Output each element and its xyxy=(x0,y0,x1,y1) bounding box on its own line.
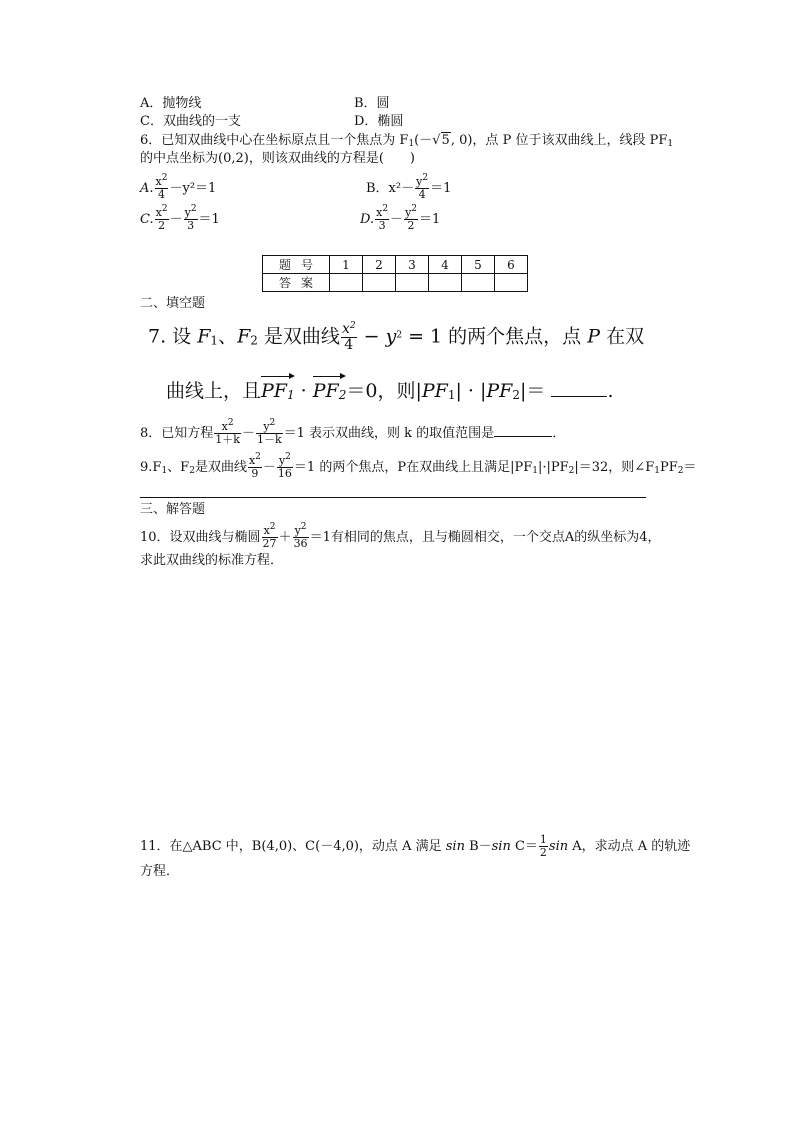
answer-cell[interactable] xyxy=(462,274,495,292)
q5-option-c: C．双曲线的一支 xyxy=(140,114,241,129)
answer-table-number-row xyxy=(263,256,528,274)
answer-cell[interactable] xyxy=(495,274,528,292)
answer-table-number: 1 xyxy=(330,256,363,274)
q6-option-a: A. $\frac{x^2}{4}$ －y²＝1 xyxy=(140,173,217,201)
answer-cell[interactable] xyxy=(396,274,429,292)
section-title-fill-in: 二、填空题 xyxy=(140,296,206,311)
q11-line1: 11．在△ABC 中，B(4,0)、C(－4,0)，动点 A 满足 sin B－sin C＝ $\frac{1}{2}$ sin A，求动点 A 的轨迹 xyxy=(140,833,691,859)
q9-answer-line[interactable] xyxy=(140,497,646,498)
q7-line1: 7. 设 $F_1$、$F_2$ 是双曲线 $\frac{x^2}{4}$ − $y^2 = 1$ 的两个焦点，点 P 在双 xyxy=(148,321,645,353)
q6-option-c: C. $\frac{x^2}{2}$ － $\frac{y^2}{3}$ ＝1 xyxy=(140,204,220,232)
answer-table-number: 6 xyxy=(495,256,528,274)
q8-answer-blank[interactable] xyxy=(494,436,552,437)
q7-line2: 曲线上，且$PF_1 \cdot PF_2=0$，则$|PF_1| \cdot |PF_2|=$ . xyxy=(166,380,614,402)
q10-line2: 求此双曲线的标准方程． xyxy=(140,553,284,568)
q10-line1: 10．设双曲线与椭圆 $\frac{x^2}{27}$ ＋ $\frac{y^2}{36}$ ＝1有相同的焦点，且与椭圆相交，一个交点A的纵坐标为4， xyxy=(140,522,661,550)
answer-cell[interactable] xyxy=(363,274,396,292)
answer-table-number: 3 xyxy=(396,256,429,274)
q8-text: 8．已知方程 $\frac{x^2}{1+k}$ － $\frac{y^2}{1-k}$ ＝1 表示双曲线，则 k 的取值范围是 ． xyxy=(140,418,566,446)
q5-option-b: B．圆 xyxy=(354,96,390,111)
q5-option-d: D．椭圆 xyxy=(354,114,404,129)
answer-table-answer-row xyxy=(263,274,528,292)
q11-line2: 方程． xyxy=(140,864,180,879)
q6-stem-line2: 的中点坐标为(0,2)，则该双曲线的方程是( ) xyxy=(140,151,415,166)
q5-option-a: A．抛物线 xyxy=(140,96,202,111)
q6-stem-line1: 6．已知双曲线中心在坐标原点且一个焦点为 $F_1(-√5$, 0)，点 P 位于该双曲线上，线段 $PF_1$ xyxy=(140,133,674,149)
q6-option-b: B．x²－ $\frac{y^2}{4}$ ＝1 xyxy=(366,173,452,201)
answer-cell[interactable] xyxy=(429,274,462,292)
section-title-solve: 三、解答题 xyxy=(140,502,206,517)
answer-table xyxy=(262,255,528,292)
answer-table-number-header: 题号 xyxy=(263,256,330,274)
answer-cell[interactable] xyxy=(330,274,363,292)
answer-table-answer-header: 答案 xyxy=(263,274,330,292)
answer-table-number: 5 xyxy=(462,256,495,274)
answer-table-number: 4 xyxy=(429,256,462,274)
answer-table-number: 2 xyxy=(363,256,396,274)
q9-text: $9.F_1$、$F_2$是双曲线 $\frac{x^2}{9}$ － $\frac{y^2}{16}$ ＝1 的两个焦点，P在双曲线上且满足$|PF_1|\cdot|PF_2|=32$，则$\angle F_1PF_2=$ xyxy=(140,452,697,480)
q7-answer-blank[interactable] xyxy=(551,396,607,397)
q6-option-d: D. $\frac{x^2}{3}$ － $\frac{y^2}{2}$ ＝1 xyxy=(360,204,441,232)
